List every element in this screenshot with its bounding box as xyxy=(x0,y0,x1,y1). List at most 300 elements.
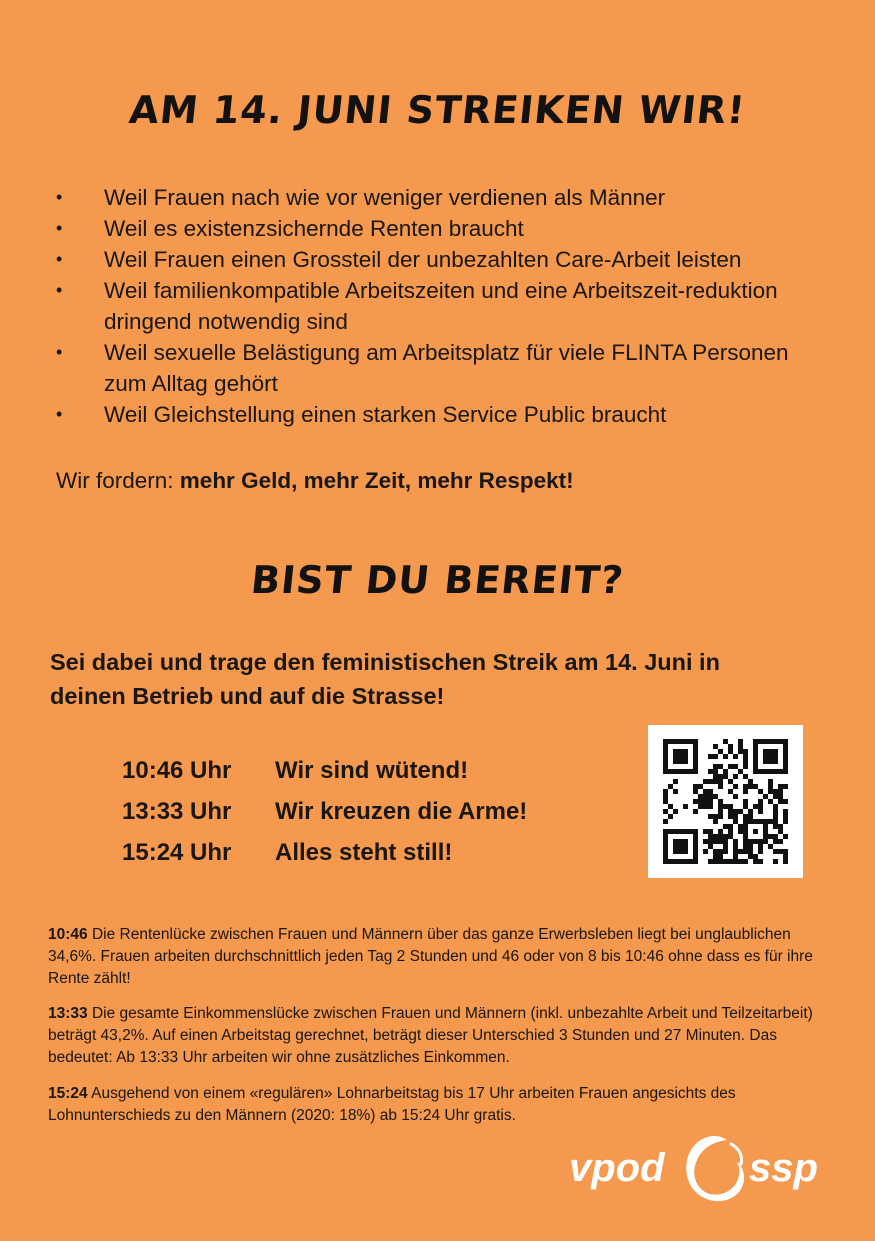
qr-module xyxy=(743,839,748,844)
qr-module xyxy=(663,799,668,804)
qr-module xyxy=(768,754,773,759)
qr-module xyxy=(713,744,718,749)
qr-module xyxy=(723,844,728,849)
qr-module xyxy=(663,739,668,744)
qr-module xyxy=(708,814,713,819)
qr-module xyxy=(738,749,743,754)
qr-module xyxy=(713,839,718,844)
qr-module xyxy=(768,769,773,774)
qr-module xyxy=(693,759,698,764)
qr-module xyxy=(778,739,783,744)
reason-item: • Weil sexuelle Belästigung am Arbeitsplatz für viele FLINTA Personen zum Alltag gehört xyxy=(56,337,816,399)
reasons-list xyxy=(56,182,816,430)
qr-module xyxy=(773,814,778,819)
qr-module xyxy=(773,824,778,829)
qr-module xyxy=(733,754,738,759)
qr-module xyxy=(708,794,713,799)
qr-module xyxy=(773,849,778,854)
qr-module xyxy=(678,844,683,849)
qr-module xyxy=(738,744,743,749)
qr-module xyxy=(763,824,768,829)
qr-module xyxy=(738,769,743,774)
note-text: Die Rentenlücke zwischen Frauen und Männern über das ganze Erwerbsleben liegt bei unglaublichen 34,6%. Frauen arbeiten durchschnittlich jeden Tag 2 Stunden und 46 oder von 8 bis 10:46 ohne dass es für ihre Rente zählt! xyxy=(48,926,813,987)
qr-module xyxy=(678,849,683,854)
qr-module xyxy=(678,759,683,764)
qr-module xyxy=(773,789,778,794)
qr-module xyxy=(748,779,753,784)
qr-module xyxy=(758,789,763,794)
qr-module xyxy=(703,849,708,854)
qr-module xyxy=(748,784,753,789)
qr-module xyxy=(698,799,703,804)
qr-module xyxy=(663,809,668,814)
qr-module xyxy=(743,789,748,794)
qr-module xyxy=(758,739,763,744)
qr-module xyxy=(663,769,668,774)
qr-module xyxy=(753,759,758,764)
qr-module xyxy=(708,769,713,774)
qr-module xyxy=(728,779,733,784)
demand-prefix: Wir fordern: xyxy=(56,468,174,493)
schedule-row xyxy=(122,791,527,832)
qr-module xyxy=(768,739,773,744)
note-time: 13:33 xyxy=(48,1005,88,1022)
note-time: 10:46 xyxy=(48,926,88,943)
qr-module xyxy=(783,859,788,864)
qr-module xyxy=(683,759,688,764)
qr-module xyxy=(768,784,773,789)
reason-item: • Weil Frauen nach wie vor weniger verdienen als Männer xyxy=(56,182,816,213)
qr-module xyxy=(733,859,738,864)
qr-module xyxy=(718,834,723,839)
qr-module xyxy=(723,834,728,839)
qr-module xyxy=(733,784,738,789)
qr-module xyxy=(718,774,723,779)
logo-text-right: ssp xyxy=(749,1146,818,1190)
qr-module xyxy=(763,759,768,764)
qr-module xyxy=(748,849,753,854)
qr-module xyxy=(753,859,758,864)
qr-module xyxy=(758,769,763,774)
qr-module xyxy=(773,759,778,764)
logo-text-left: vpod xyxy=(569,1146,665,1190)
qr-module xyxy=(718,809,723,814)
qr-module xyxy=(783,814,788,819)
qr-module xyxy=(693,754,698,759)
schedule-time: 13:33 Uhr xyxy=(122,797,232,825)
qr-module xyxy=(778,799,783,804)
invite-text: Sei dabei und trage den feministischen Streik am 14. Juni in deinen Betrieb und auf die Strasse! xyxy=(50,649,720,709)
qr-module xyxy=(768,844,773,849)
qr-module xyxy=(718,839,723,844)
qr-module xyxy=(723,839,728,844)
qr-module xyxy=(783,819,788,824)
qr-module xyxy=(763,794,768,799)
qr-module xyxy=(693,849,698,854)
note-time: 15:24 xyxy=(48,1085,88,1102)
qr-module xyxy=(763,829,768,834)
qr-module xyxy=(693,784,698,789)
qr-module xyxy=(663,789,668,794)
schedule-time: 15:24 Uhr xyxy=(122,838,232,866)
qr-module xyxy=(693,764,698,769)
qr-module xyxy=(683,739,688,744)
qr-module xyxy=(663,759,668,764)
qr-module xyxy=(748,844,753,849)
vpod-ssp-logo xyxy=(565,1128,835,1210)
qr-module xyxy=(718,784,723,789)
qr-module xyxy=(708,799,713,804)
demand-bold: mehr Geld, mehr Zeit, mehr Respekt! xyxy=(179,468,574,493)
qr-module xyxy=(683,749,688,754)
qr-module xyxy=(668,859,673,864)
qr-module xyxy=(778,794,783,799)
qr-module xyxy=(673,779,678,784)
qr-module xyxy=(693,839,698,844)
qr-module xyxy=(763,769,768,774)
qr-module xyxy=(778,824,783,829)
qr-module xyxy=(773,794,778,799)
qr-module xyxy=(693,789,698,794)
qr-module xyxy=(713,819,718,824)
qr-module xyxy=(723,849,728,854)
qr-module xyxy=(713,769,718,774)
qr-module xyxy=(758,839,763,844)
qr-module xyxy=(708,859,713,864)
qr-module xyxy=(743,859,748,864)
qr-module xyxy=(693,749,698,754)
qr-module xyxy=(743,754,748,759)
qr-module xyxy=(713,859,718,864)
qr-module xyxy=(713,849,718,854)
schedule-text: Wir sind wütend! xyxy=(275,756,469,784)
qr-module xyxy=(743,804,748,809)
qr-module xyxy=(663,849,668,854)
note-1333 xyxy=(48,1003,828,1069)
schedule-row xyxy=(122,750,527,791)
qr-module xyxy=(678,829,683,834)
qr-module xyxy=(673,759,678,764)
qr-module xyxy=(698,794,703,799)
qr-module xyxy=(693,809,698,814)
qr-module xyxy=(693,844,698,849)
qr-module xyxy=(753,764,758,769)
qr-module xyxy=(703,839,708,844)
qr-module xyxy=(708,839,713,844)
qr-module xyxy=(773,754,778,759)
qr-module xyxy=(743,784,748,789)
qr-module xyxy=(678,839,683,844)
qr-module xyxy=(748,854,753,859)
qr-module xyxy=(783,759,788,764)
qr-module xyxy=(783,784,788,789)
qr-module xyxy=(683,829,688,834)
qr-module xyxy=(753,744,758,749)
qr-module xyxy=(723,754,728,759)
qr-module xyxy=(763,839,768,844)
qr-module xyxy=(693,854,698,859)
qr-code-icon xyxy=(663,739,788,864)
qr-module xyxy=(753,819,758,824)
qr-module xyxy=(663,794,668,799)
qr-module xyxy=(668,804,673,809)
qr-module xyxy=(718,799,723,804)
qr-module xyxy=(738,824,743,829)
qr-module xyxy=(743,749,748,754)
qr-module xyxy=(743,764,748,769)
qr-module xyxy=(783,809,788,814)
qr-module xyxy=(728,764,733,769)
qr-module xyxy=(733,854,738,859)
qr-module xyxy=(673,769,678,774)
note-1046 xyxy=(48,924,828,990)
qr-module xyxy=(758,819,763,824)
qr-module xyxy=(718,829,723,834)
qr-module xyxy=(698,804,703,809)
qr-module xyxy=(718,859,723,864)
qr-module xyxy=(773,749,778,754)
qr-module xyxy=(768,819,773,824)
qr-module xyxy=(688,829,693,834)
qr-module xyxy=(723,804,728,809)
qr-module xyxy=(738,809,743,814)
qr-module xyxy=(663,744,668,749)
qr-module xyxy=(773,739,778,744)
qr-module xyxy=(703,789,708,794)
qr-module xyxy=(733,814,738,819)
demand-line xyxy=(56,468,574,494)
qr-module xyxy=(768,759,773,764)
qr-module xyxy=(783,754,788,759)
qr-module xyxy=(713,794,718,799)
qr-module xyxy=(783,799,788,804)
qr-module xyxy=(693,829,698,834)
qr-module xyxy=(708,779,713,784)
qr-module xyxy=(663,859,668,864)
qr-module xyxy=(668,739,673,744)
qr-module xyxy=(743,824,748,829)
qr-module xyxy=(663,754,668,759)
qr-module xyxy=(778,784,783,789)
qr-module xyxy=(718,854,723,859)
qr-module xyxy=(773,804,778,809)
qr-module xyxy=(758,859,763,864)
qr-module xyxy=(713,814,718,819)
note-text: Die gesamte Einkommenslücke zwischen Frauen und Männern (inkl. unbezahlte Arbeit und Teilzeitarbeit) beträgt 43,2%. Auf einen Arbeitstag gerechnet, beträgt dieser Unterschied 3 Stunden und 27 Minuten. Das bedeutet: Ab 13:33 Uhr arbeiten wir ohne zusätzliches Einkommen. xyxy=(48,1005,813,1066)
schedule-time: 10:46 Uhr xyxy=(122,756,232,784)
qr-module xyxy=(743,849,748,854)
subheadline: BIST DU BEREIT? xyxy=(248,558,627,602)
qr-module xyxy=(703,794,708,799)
qr-module xyxy=(678,754,683,759)
qr-module xyxy=(758,844,763,849)
qr-module xyxy=(758,799,763,804)
qr-module xyxy=(753,839,758,844)
qr-module xyxy=(763,749,768,754)
qr-module xyxy=(753,739,758,744)
qr-module xyxy=(773,769,778,774)
qr-module xyxy=(773,809,778,814)
qr-module xyxy=(718,849,723,854)
qr-module xyxy=(738,739,743,744)
qr-module xyxy=(768,789,773,794)
qr-module xyxy=(758,849,763,854)
qr-module xyxy=(718,814,723,819)
qr-module xyxy=(743,759,748,764)
schedule-text: Alles steht still! xyxy=(275,838,453,866)
qr-module xyxy=(728,834,733,839)
qr-module xyxy=(693,744,698,749)
qr-module xyxy=(743,774,748,779)
qr-module xyxy=(748,819,753,824)
reason-item: • Weil Gleichstellung einen starken Service Public braucht xyxy=(56,399,816,430)
qr-module xyxy=(768,779,773,784)
qr-module xyxy=(703,804,708,809)
qr-module xyxy=(768,799,773,804)
qr-module xyxy=(723,774,728,779)
qr-module xyxy=(768,749,773,754)
reason-item: • Weil Frauen einen Grossteil der unbezahlten Care-Arbeit leisten xyxy=(56,244,816,275)
qr-module xyxy=(663,839,668,844)
qr-module xyxy=(693,859,698,864)
qr-module xyxy=(763,819,768,824)
qr-module xyxy=(678,769,683,774)
qr-module xyxy=(668,829,673,834)
qr-module xyxy=(683,849,688,854)
qr-module xyxy=(718,749,723,754)
qr-module xyxy=(683,769,688,774)
schedule-row xyxy=(122,832,527,873)
qr-module xyxy=(783,744,788,749)
qr-module xyxy=(753,749,758,754)
qr-module xyxy=(753,754,758,759)
qr-module xyxy=(723,769,728,774)
qr-module xyxy=(708,829,713,834)
qr-module xyxy=(763,739,768,744)
qr-module xyxy=(763,834,768,839)
qr-module xyxy=(673,739,678,744)
qr-module xyxy=(718,764,723,769)
qr-module xyxy=(693,769,698,774)
qr-module xyxy=(673,749,678,754)
note-1524 xyxy=(48,1083,828,1127)
qr-module xyxy=(663,829,668,834)
qr-module xyxy=(783,849,788,854)
qr-module xyxy=(733,839,738,844)
qr-module xyxy=(683,804,688,809)
qr-module xyxy=(778,839,783,844)
qr-module xyxy=(758,804,763,809)
qr-module xyxy=(733,774,738,779)
qr-module xyxy=(678,739,683,744)
qr-module xyxy=(753,829,758,834)
qr-module xyxy=(728,809,733,814)
qr-module xyxy=(733,764,738,769)
qr-module xyxy=(718,779,723,784)
headline: AM 14. JUNI STREIKEN WIR! xyxy=(127,88,748,132)
qr-module xyxy=(768,834,773,839)
qr-module xyxy=(733,849,738,854)
qr-module xyxy=(728,804,733,809)
qr-module xyxy=(673,789,678,794)
qr-module xyxy=(758,809,763,814)
qr-module xyxy=(723,859,728,864)
qr-module xyxy=(713,834,718,839)
qr-module xyxy=(673,829,678,834)
qr-module xyxy=(683,859,688,864)
qr-module xyxy=(688,859,693,864)
qr-module xyxy=(748,809,753,814)
qr-module xyxy=(728,789,733,794)
qr-module xyxy=(783,749,788,754)
qr-module xyxy=(663,834,668,839)
qr-module xyxy=(683,839,688,844)
qr-module xyxy=(783,834,788,839)
qr-module xyxy=(673,754,678,759)
qr-module xyxy=(783,739,788,744)
qr-module xyxy=(693,799,698,804)
qr-module xyxy=(743,799,748,804)
qr-code[interactable] xyxy=(648,725,803,878)
qr-module xyxy=(748,839,753,844)
qr-module xyxy=(703,829,708,834)
qr-module xyxy=(673,844,678,849)
qr-module xyxy=(688,739,693,744)
qr-module xyxy=(733,809,738,814)
qr-module xyxy=(783,769,788,774)
qr-module xyxy=(743,829,748,834)
qr-module xyxy=(703,779,708,784)
qr-module xyxy=(678,859,683,864)
qr-module xyxy=(728,814,733,819)
schedule-table xyxy=(122,750,527,873)
qr-module xyxy=(713,764,718,769)
qr-module xyxy=(728,744,733,749)
qr-module xyxy=(778,849,783,854)
qr-module xyxy=(713,779,718,784)
qr-module xyxy=(728,859,733,864)
qr-module xyxy=(748,814,753,819)
qr-module xyxy=(753,784,758,789)
qr-module xyxy=(783,764,788,769)
qr-module xyxy=(778,829,783,834)
reason-item: • Weil familienkompatible Arbeitszeiten und eine Arbeitszeit-reduktion dringend notwendig sind xyxy=(56,275,816,337)
qr-module xyxy=(668,769,673,774)
qr-module xyxy=(673,859,678,864)
qr-module xyxy=(673,839,678,844)
qr-module xyxy=(678,749,683,754)
qr-module xyxy=(728,824,733,829)
qr-module xyxy=(663,844,668,849)
qr-module xyxy=(708,804,713,809)
qr-module xyxy=(723,739,728,744)
qr-module xyxy=(743,844,748,849)
qr-module xyxy=(723,824,728,829)
qr-module xyxy=(743,834,748,839)
qr-module xyxy=(753,769,758,774)
qr-module xyxy=(728,829,733,834)
qr-module xyxy=(673,849,678,854)
reason-item: • Weil es existenzsichernde Renten braucht xyxy=(56,213,816,244)
qr-module xyxy=(773,859,778,864)
qr-module xyxy=(783,854,788,859)
qr-module xyxy=(708,844,713,849)
qr-module xyxy=(773,834,778,839)
qr-module xyxy=(743,814,748,819)
qr-module xyxy=(733,819,738,824)
qr-module xyxy=(708,789,713,794)
qr-module xyxy=(778,789,783,794)
